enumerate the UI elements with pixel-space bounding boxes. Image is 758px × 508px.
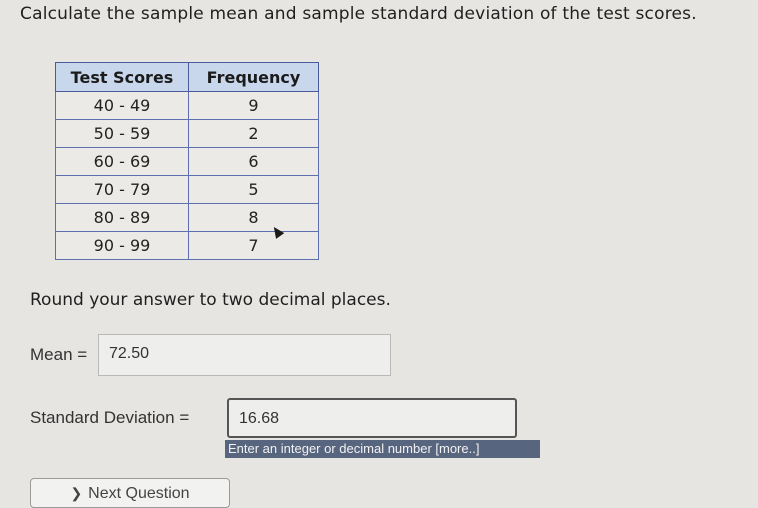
mean-label: Mean = — [30, 345, 88, 364]
next-question-button[interactable] — [30, 478, 230, 508]
next-question-label: Next Question — [88, 485, 190, 502]
frequency-cell: 6 — [189, 148, 319, 176]
chevron-right-icon: ❯ — [70, 485, 83, 501]
table-row — [56, 176, 319, 204]
mean-input[interactable]: 72.50 — [98, 334, 391, 376]
score-range-cell: 70 - 79 — [56, 176, 189, 204]
score-range-cell: 50 - 59 — [56, 120, 189, 148]
frequency-cell: 2 — [189, 120, 319, 148]
std-dev-label: Standard Deviation = — [30, 408, 190, 427]
score-range-cell: 80 - 89 — [56, 204, 189, 232]
frequency-cell: 8 — [189, 204, 319, 232]
frequency-cell: 7 — [189, 232, 319, 260]
score-range-cell: 40 - 49 — [56, 92, 189, 120]
std-dev-input[interactable]: 16.68 — [227, 398, 517, 438]
question-text: Calculate the sample mean and sample standard deviation of the test scores. — [20, 4, 697, 24]
frequency-cell: 9 — [189, 92, 319, 120]
input-hint-tooltip[interactable]: Enter an integer or decimal number [more..] — [225, 440, 540, 458]
score-range-cell: 60 - 69 — [56, 148, 189, 176]
table-row — [56, 120, 319, 148]
score-range-cell: 90 - 99 — [56, 232, 189, 260]
frequency-cell: 5 — [189, 176, 319, 204]
table-row — [56, 92, 319, 120]
table-header-row — [56, 63, 319, 92]
header-test-scores: Test Scores — [56, 63, 189, 92]
table-row — [56, 148, 319, 176]
rounding-instruction: Round your answer to two decimal places. — [30, 290, 391, 310]
header-frequency: Frequency — [189, 63, 319, 92]
